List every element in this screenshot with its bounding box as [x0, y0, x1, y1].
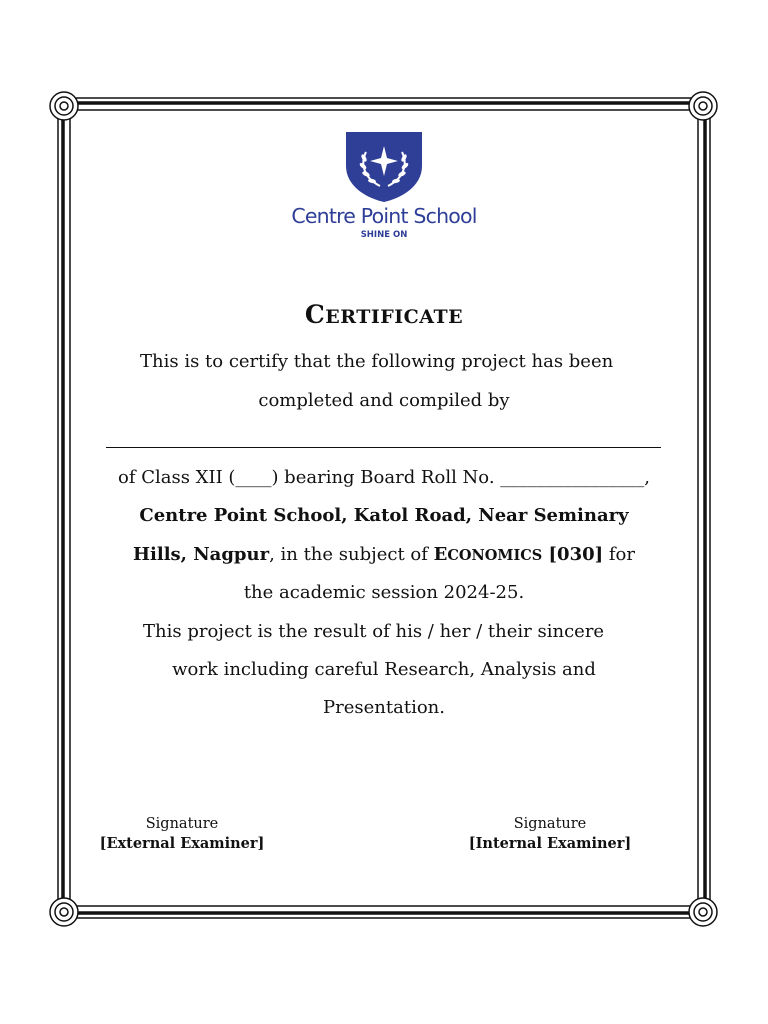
body-line-4: of Class XII (____) bearing Board Roll No. ________________, — [117, 467, 650, 488]
external-examiner-signature — [92, 814, 272, 854]
logo-tagline: SHINE ON — [360, 230, 408, 240]
school-city-bold: Hills, Nagpur — [133, 544, 270, 565]
subject-rest: CONOMICS — [447, 547, 543, 564]
subject-prefix: , in the subject of — [269, 544, 434, 565]
logo-school-name: Centre Point School — [291, 204, 477, 228]
subject-code: [030] — [542, 544, 604, 565]
body-line-8: This project is the result of his / her / their sincere — [143, 621, 605, 642]
body-line-1: This is to certify that the following project has been — [140, 351, 614, 372]
shield-icon — [284, 128, 484, 204]
name-blank-line — [106, 447, 661, 448]
subject-suffix: for — [603, 544, 635, 565]
internal-examiner-role: [Internal Examiner] — [468, 835, 632, 852]
body-line-2: completed and compiled by — [258, 390, 510, 411]
corner-ornament-bottom-left — [50, 898, 78, 926]
external-examiner-role: [External Examiner] — [99, 835, 265, 852]
body-line-9: work including careful Research, Analysis and — [172, 659, 596, 680]
certificate-title — [0, 300, 768, 329]
corner-ornament-top-left — [50, 92, 78, 120]
body-line-7: the academic session 2024-25. — [243, 582, 525, 603]
corner-ornament-bottom-right — [689, 898, 717, 926]
school-address-bold: Centre Point School, Katol Road, Near Seminary — [139, 505, 629, 526]
title-first-letter: C — [304, 300, 326, 329]
internal-examiner-signature — [460, 814, 640, 854]
school-logo — [284, 128, 484, 246]
subject-name — [434, 544, 604, 565]
internal-signature-label: Signature — [513, 816, 587, 832]
corner-ornament-top-right — [689, 92, 717, 120]
body-line-10: Presentation. — [323, 697, 445, 718]
external-signature-label: Signature — [145, 816, 219, 832]
subject-first-letter: E — [433, 544, 448, 565]
body-line-6 — [60, 544, 708, 567]
body-line-5 — [60, 505, 708, 527]
title-rest: ERTIFICATE — [325, 306, 464, 328]
